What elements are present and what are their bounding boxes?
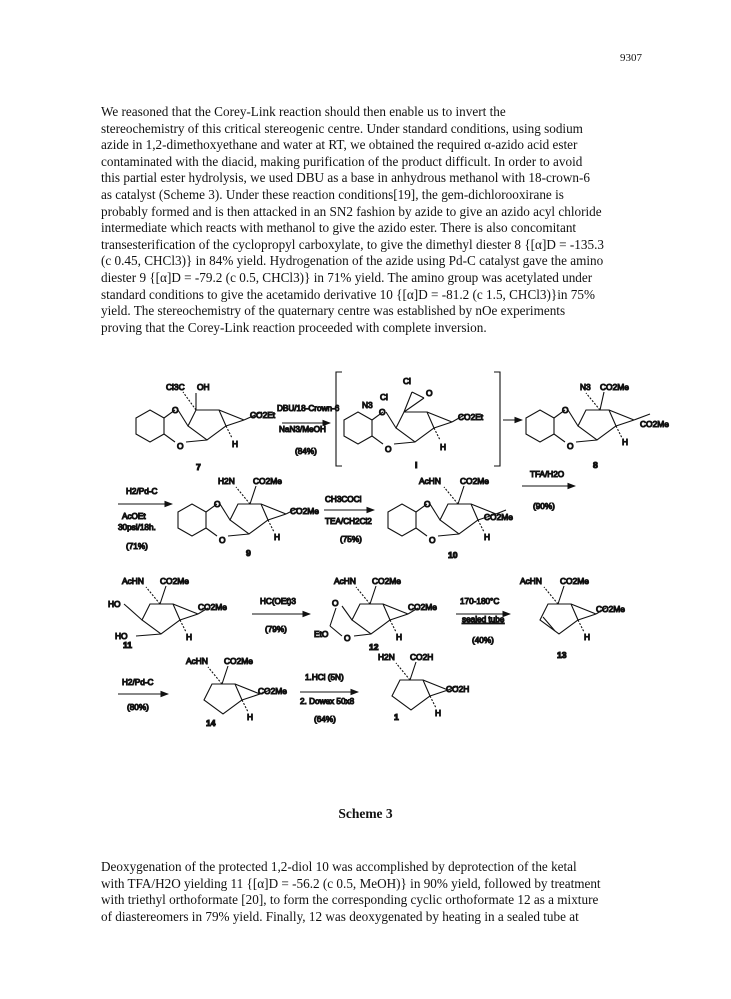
condition-r6-yield: (40%) <box>472 636 494 645</box>
label-co2me: CO2Me <box>560 576 589 586</box>
label-co2me: CO2Me <box>600 382 629 392</box>
condition-r4-yield: (90%) <box>533 502 555 511</box>
text-line: azide in 1,2-dimethoxyethane and water at RT, we obtained the required α-azido acid ester <box>101 137 578 153</box>
label-h: H <box>186 632 193 642</box>
compound-number-12: 12 <box>369 642 379 652</box>
condition-r1-solvent: NaN3/MeOH <box>279 425 326 434</box>
compound-number-1: 1 <box>394 712 399 722</box>
label-o: O <box>219 535 226 545</box>
condition-r4-reagent: TFA/H2O <box>530 470 565 479</box>
label-ester: CO2Me <box>596 604 625 614</box>
condition-r1-reagent: DBU/18-Crown-6 <box>277 404 340 413</box>
label-h: H <box>584 632 591 642</box>
compound-11-structure <box>124 586 208 636</box>
text-line: of diastereomers in 79% yield. Finally, 12 was deoxygenated by heating in a sealed tube at <box>101 908 579 924</box>
label-ester: CO2Me <box>408 602 437 612</box>
label-h: H <box>484 532 491 542</box>
compound-number-13: 13 <box>557 650 567 660</box>
text-line: with TFA/H2O yielding 11 {[α]D = -56.2 (c 0.5, MeOH)} in 90% yield, followed by treatment <box>101 875 601 891</box>
compound-number-8: 8 <box>593 460 598 470</box>
text-line: yield. The stereochemistry of the quaternary centre was established by nOe experiments <box>101 303 566 319</box>
text-line: contaminated with the diacid, making purification of the product difficult. In order to avoid <box>101 153 583 169</box>
condition-r2-pressure: 30psi/18h. <box>118 523 156 532</box>
label-achn: AcHN <box>520 576 542 586</box>
label-co2me: CO2Me <box>372 576 401 586</box>
label-ho: HO <box>115 631 128 641</box>
label-achn: AcHN <box>334 576 356 586</box>
label-co2me: CO2Me <box>460 476 489 486</box>
label-co2h: CO2H <box>410 652 434 662</box>
label-n3: N3 <box>362 400 373 410</box>
compound-9-structure <box>178 486 298 536</box>
label-o: O <box>379 407 386 417</box>
text-line: We reasoned that the Corey-Link reaction should then enable us to invert the <box>101 104 506 119</box>
text-line: proving that the Corey-Link reaction proceeded with complete inversion. <box>101 319 487 335</box>
condition-r3-solvent: TEA/CH2Cl2 <box>325 517 372 526</box>
condition-r3-yield: (75%) <box>340 535 362 544</box>
label-oh: OH <box>197 382 210 392</box>
text-line: standard conditions to give the acetamido derivative 10 {[α]D = -81.2 (c 1.5, CHCl3)}in 75% <box>101 286 595 302</box>
label-o: O <box>177 441 184 451</box>
label-achn: AcHN <box>122 576 144 586</box>
label-o: O <box>424 499 431 509</box>
condition-r2-reagent: H2/Pd-C <box>126 487 158 496</box>
label-co2me: CO2Me <box>160 576 189 586</box>
label-ester: CO2Et <box>458 412 484 422</box>
compound-8-structure <box>526 392 650 442</box>
label-o: O <box>429 535 436 545</box>
label-n3: N3 <box>580 382 591 392</box>
label-achn: AcHN <box>419 476 441 486</box>
label-h: H <box>622 437 629 447</box>
compound-number-14: 14 <box>206 718 216 728</box>
compound-7-structure <box>136 392 262 442</box>
label-co2me: CO2Me <box>224 656 253 666</box>
compound-number-I: I <box>415 460 418 470</box>
label-h: H <box>440 442 447 452</box>
label-o: O <box>562 405 569 415</box>
text-line: probably formed and is then attacked in an SN2 fashion by azide to give an azido acyl chloride <box>101 203 602 219</box>
label-o: O <box>332 598 339 608</box>
scheme-caption: Scheme 3 <box>338 806 393 821</box>
condition-r8-step1: 1.HCl (5N) <box>305 673 344 682</box>
compound-number-9: 9 <box>246 548 251 558</box>
condition-r6-temp: 170-180°C <box>460 597 500 606</box>
label-ho: HO <box>108 599 121 609</box>
label-h: H <box>247 712 254 722</box>
text-line: (c 0.45, CHCl3)} in 84% yield. Hydrogenation of the azide using Pd-C catalyst gave the amino <box>101 253 604 269</box>
label-ester: CO2H <box>446 684 470 694</box>
label-o: O <box>385 444 392 454</box>
condition-r1-yield: (84%) <box>295 447 317 456</box>
compound-number-10: 10 <box>448 550 458 560</box>
page-number: 9307 <box>620 52 642 64</box>
condition-r7-reagent: H2/Pd-C <box>122 678 154 687</box>
label-h: H <box>232 439 239 449</box>
text-line: intermediate which reacts with methanol to give the azido ester. There is also concomitant <box>101 220 577 236</box>
text-line: diester 9 {[α]D = -79.2 (c 0.5, CHCl3)} in 71% yield. The amino group was acetylated under <box>101 269 593 285</box>
label-h: H <box>274 532 281 542</box>
compound-12-structure <box>330 586 418 636</box>
label-cl: Cl <box>380 392 388 402</box>
condition-r8-yield: (64%) <box>314 715 336 724</box>
text-line: transesterification of the cyclopropyl carboxylate, to give the dimethyl diester 8 {[α]D = -135.3 <box>101 236 604 252</box>
condition-r8-step2: 2. Dowex 50x8 <box>300 697 355 706</box>
condition-r6-vessel: sealed tube <box>462 615 505 624</box>
compound-number-7: 7 <box>196 462 201 472</box>
label-achn: AcHN <box>186 656 208 666</box>
label-h2n: H2N <box>218 476 235 486</box>
label-o: O <box>214 499 221 509</box>
compound-number-11: 11 <box>123 640 133 650</box>
condition-r7-yield: (80%) <box>127 703 149 712</box>
label-ester: CO2Me <box>484 512 513 522</box>
label-eto: EtO <box>314 629 329 639</box>
compound-10-structure <box>388 486 506 536</box>
label-h2n: H2N <box>378 652 395 662</box>
label-h: H <box>396 632 403 642</box>
label-o: O <box>426 388 433 398</box>
label-o: O <box>567 441 574 451</box>
condition-r2-solvent: AcOEt <box>122 512 146 521</box>
condition-r5-yield: (79%) <box>265 625 287 634</box>
label-o: O <box>172 405 179 415</box>
label-ester: CO2Me <box>290 506 319 516</box>
label-cl: Cl <box>403 376 411 386</box>
label-co2me: CO2Me <box>253 476 282 486</box>
label-h: H <box>435 708 442 718</box>
label-o: O <box>344 633 351 643</box>
label-ester: CO2Me <box>640 419 669 429</box>
text-line: stereochemistry of this critical stereogenic centre. Under standard conditions, using sodium <box>101 120 583 136</box>
label-cl3c: Cl3C <box>166 382 185 392</box>
text-line: as catalyst (Scheme 3). Under these reaction conditions[19], the gem-dichlorooxirane is <box>101 186 564 202</box>
text-line: this partial ester hydrolysis, we used DBU as a base in anhydrous methanol with 18-crown-6 <box>101 170 590 186</box>
label-ester: CO2Et <box>250 410 276 420</box>
condition-r5-reagent: HC(OEt)3 <box>260 597 296 606</box>
paragraph-2 <box>79 859 656 925</box>
condition-r2-yield: (71%) <box>126 542 148 551</box>
condition-r3-reagent: CH3COCl <box>325 495 362 504</box>
label-ester: CO2Me <box>258 686 287 696</box>
label-ester: CO2Me <box>198 602 227 612</box>
text-line: with triethyl orthoformate [20], to form the corresponding cyclic orthoformate 12 as a mixture <box>101 892 599 908</box>
text-line: Deoxygenation of the protected 1,2-diol 10 was accomplished by deprotection of the ketal <box>101 859 577 874</box>
